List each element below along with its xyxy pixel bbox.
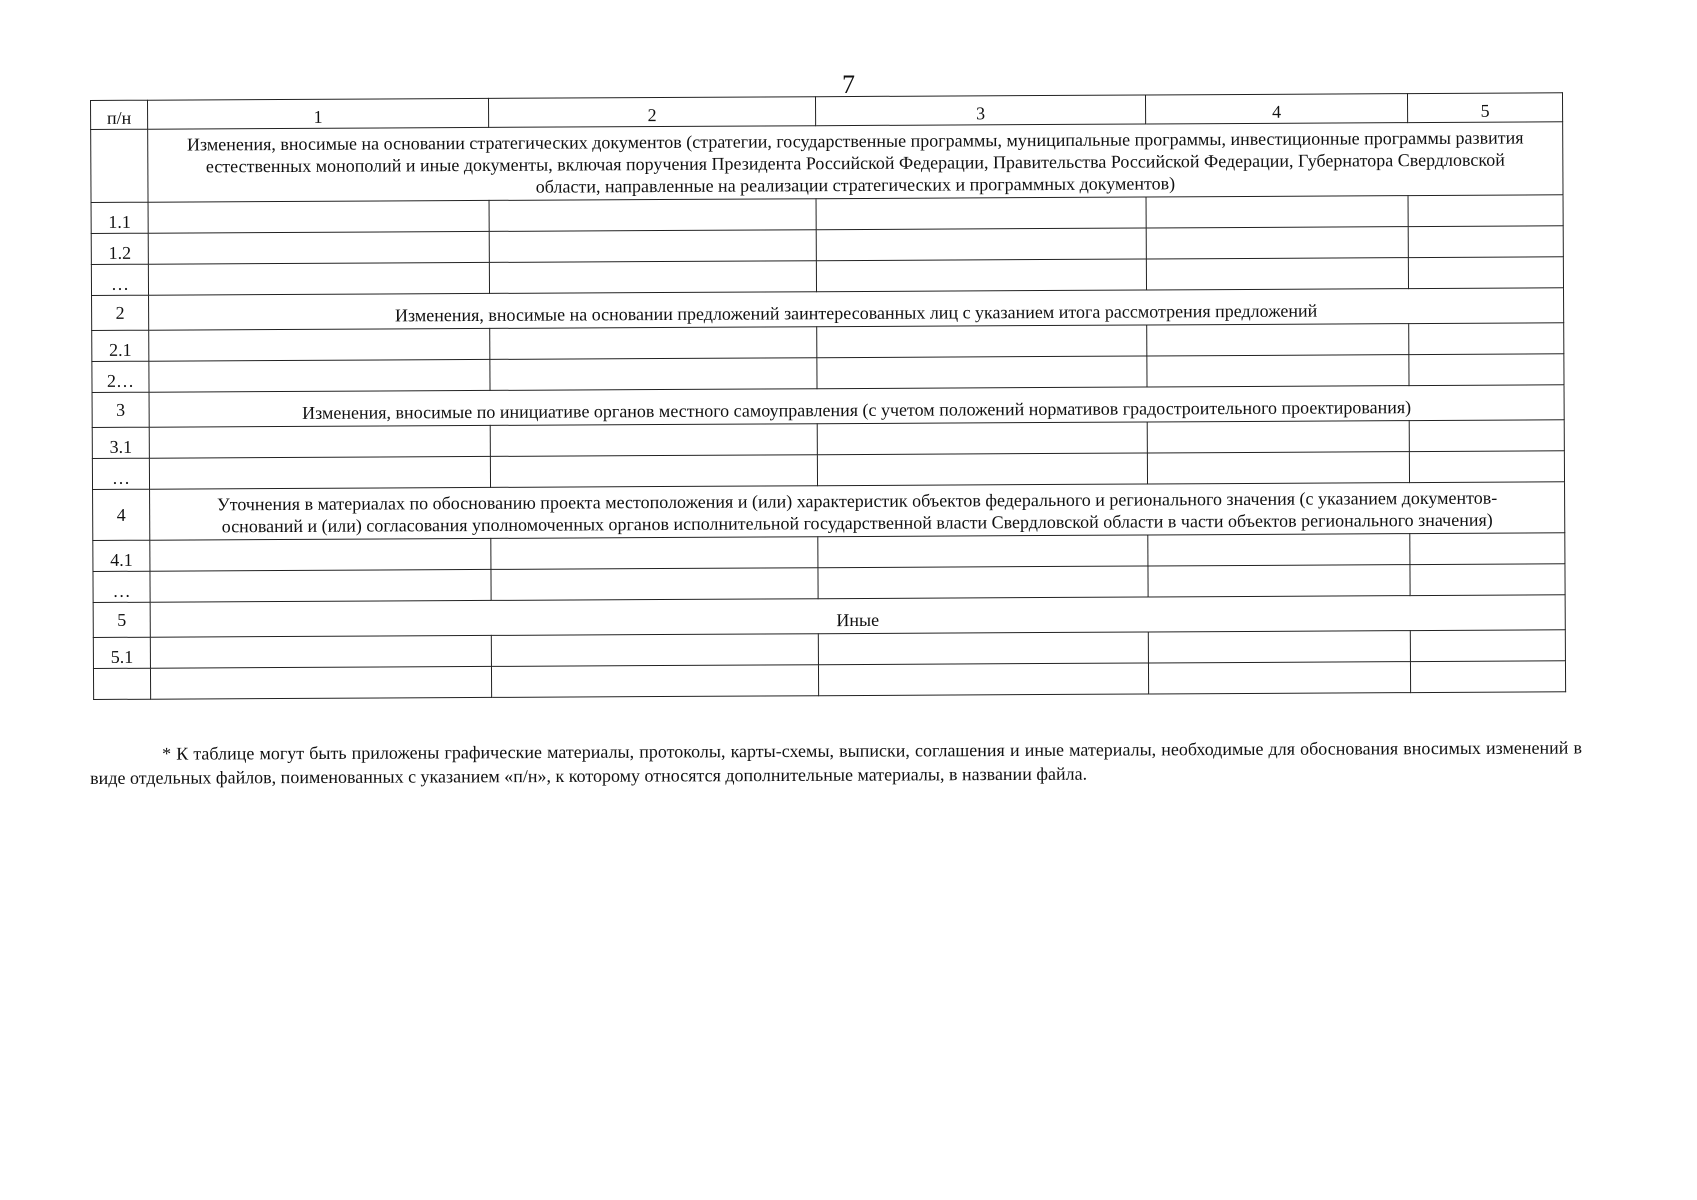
table-cell-col4 bbox=[1148, 631, 1410, 663]
table-cell-col2 bbox=[489, 230, 816, 263]
table-cell-col2 bbox=[490, 455, 817, 488]
table-cell-col5 bbox=[1408, 257, 1563, 289]
row-number-cell: 2 bbox=[92, 295, 149, 330]
table-cell-col4 bbox=[1147, 324, 1409, 356]
row-number-cell: 3.1 bbox=[92, 427, 149, 458]
table-cell-col4 bbox=[1147, 355, 1409, 387]
row-number-cell: 5 bbox=[93, 602, 150, 637]
section-title-cell: Иные bbox=[150, 595, 1565, 637]
table-cell-col2 bbox=[491, 634, 818, 667]
row-number-cell: 5.1 bbox=[93, 637, 150, 668]
table-cell-col5 bbox=[1409, 420, 1564, 452]
table-cell-col2 bbox=[491, 568, 818, 601]
table-cell-col2 bbox=[490, 327, 817, 360]
table-footnote: * К таблице могут быть приложены графические материалы, протоколы, карты-схемы, выписки, соглашения и иные материалы, необходимые для обоснования вносимых изменений в виде отдельных файлов, поименованных с указанием «п/н», к которому относятся дополнительные материалы, в названии файла. bbox=[90, 737, 1583, 788]
row-number-cell: 4 bbox=[93, 489, 150, 540]
header-cell-col3: 3 bbox=[815, 95, 1145, 126]
row-number-cell: … bbox=[91, 264, 148, 295]
row-number-cell: 3 bbox=[92, 392, 149, 427]
table-cell-col1 bbox=[148, 262, 489, 295]
table-cell-col4 bbox=[1148, 565, 1410, 597]
section-row bbox=[91, 122, 1563, 203]
row-number-cell: 1.1 bbox=[91, 202, 148, 233]
table-cell-col3 bbox=[818, 566, 1148, 599]
table-cell-col3 bbox=[817, 453, 1147, 486]
table-cell-col1 bbox=[149, 328, 490, 361]
table-cell-col3 bbox=[817, 325, 1147, 358]
table-row bbox=[93, 661, 1565, 700]
header-cell-col1: 1 bbox=[148, 98, 489, 129]
table-cell-col4 bbox=[1148, 662, 1410, 694]
table-cell-col5 bbox=[1408, 226, 1563, 258]
table-cell-col4 bbox=[1147, 452, 1409, 484]
header-cell-col4: 4 bbox=[1145, 94, 1407, 124]
table-cell-col5 bbox=[1410, 630, 1565, 662]
row-number-cell: … bbox=[92, 458, 149, 489]
table-cell-col4 bbox=[1146, 258, 1408, 290]
table-cell-col3 bbox=[818, 663, 1148, 696]
table-cell-col5 bbox=[1409, 451, 1564, 483]
changes-table-body bbox=[91, 93, 1566, 700]
table-cell-col2 bbox=[489, 261, 816, 294]
table-cell-col1 bbox=[149, 456, 490, 489]
table-cell-col5 bbox=[1409, 323, 1564, 355]
table-cell-col1 bbox=[150, 538, 491, 571]
row-number-cell: 2.1 bbox=[92, 330, 149, 361]
table-cell-col1 bbox=[148, 200, 489, 233]
table-cell-col1 bbox=[149, 359, 490, 392]
table-cell-col5 bbox=[1408, 195, 1563, 227]
row-number-cell: 1.2 bbox=[91, 233, 148, 264]
table-cell-col5 bbox=[1410, 564, 1565, 596]
table-cell-col3 bbox=[816, 228, 1146, 261]
section-title-cell: Изменения, вносимые по инициативе органов местного самоуправления (с учетом положений нормативов градостроительного проектирования) bbox=[149, 385, 1564, 427]
table-cell-col3 bbox=[816, 197, 1146, 230]
section-title-cell: Изменения, вносимые на основании стратегических документов (стратегии, государственные программы, муниципальные программы, инвестиционные программы развития естественных монополий и иные документы, включая поручения Президента Российской Федерации, Правительства Российской Федерации, Губернатора Свердловской области, направленные на реализации стратегических и программных документов) bbox=[148, 122, 1563, 202]
header-cell-col5: 5 bbox=[1407, 93, 1562, 123]
table-cell-col3 bbox=[818, 535, 1148, 568]
section-title-cell: Изменения, вносимые на основании предложений заинтересованных лиц с указанием итога рассмотрения предложений bbox=[149, 288, 1564, 330]
header-cell-col2: 2 bbox=[488, 97, 815, 128]
section-row bbox=[93, 482, 1565, 541]
row-number-cell bbox=[91, 129, 148, 202]
table-cell-col1 bbox=[149, 425, 490, 458]
row-number-cell bbox=[93, 668, 150, 699]
table-cell-col1 bbox=[150, 666, 491, 699]
table-cell-col1 bbox=[150, 635, 491, 668]
row-number-cell: 4.1 bbox=[93, 540, 150, 571]
table-cell-col3 bbox=[816, 259, 1146, 292]
page-number: 7 bbox=[842, 70, 855, 99]
table-cell-col4 bbox=[1148, 534, 1410, 566]
table-cell-col2 bbox=[491, 537, 818, 570]
table-cell-col5 bbox=[1409, 354, 1564, 386]
table-cell-col1 bbox=[148, 231, 489, 264]
table-cell-col5 bbox=[1410, 533, 1565, 565]
table-cell-col1 bbox=[150, 569, 491, 602]
table-cell-col4 bbox=[1146, 227, 1408, 259]
table-cell-col2 bbox=[490, 358, 817, 391]
header-cell-pn: п/н bbox=[91, 100, 148, 129]
table-cell-col2 bbox=[489, 199, 816, 232]
table-cell-col4 bbox=[1146, 196, 1408, 228]
changes-table-container bbox=[90, 92, 1565, 700]
table-cell-col3 bbox=[818, 632, 1148, 665]
changes-table bbox=[90, 92, 1566, 700]
table-cell-col4 bbox=[1147, 421, 1409, 453]
section-title-cell: Уточнения в материалах по обоснованию проекта местоположения и (или) характеристик объектов федерального и регионального значения (с указанием документов-оснований и (или) согласования уполномоченных органов исполнительной государственной власти Свердловской области в части объектов регионального значения) bbox=[150, 482, 1565, 540]
row-number-cell: … bbox=[93, 571, 150, 602]
table-cell-col3 bbox=[817, 356, 1147, 389]
table-cell-col3 bbox=[817, 422, 1147, 455]
table-cell-col2 bbox=[491, 665, 818, 698]
row-number-cell: 2… bbox=[92, 361, 149, 392]
table-cell-col5 bbox=[1410, 661, 1565, 693]
table-cell-col2 bbox=[490, 424, 817, 457]
